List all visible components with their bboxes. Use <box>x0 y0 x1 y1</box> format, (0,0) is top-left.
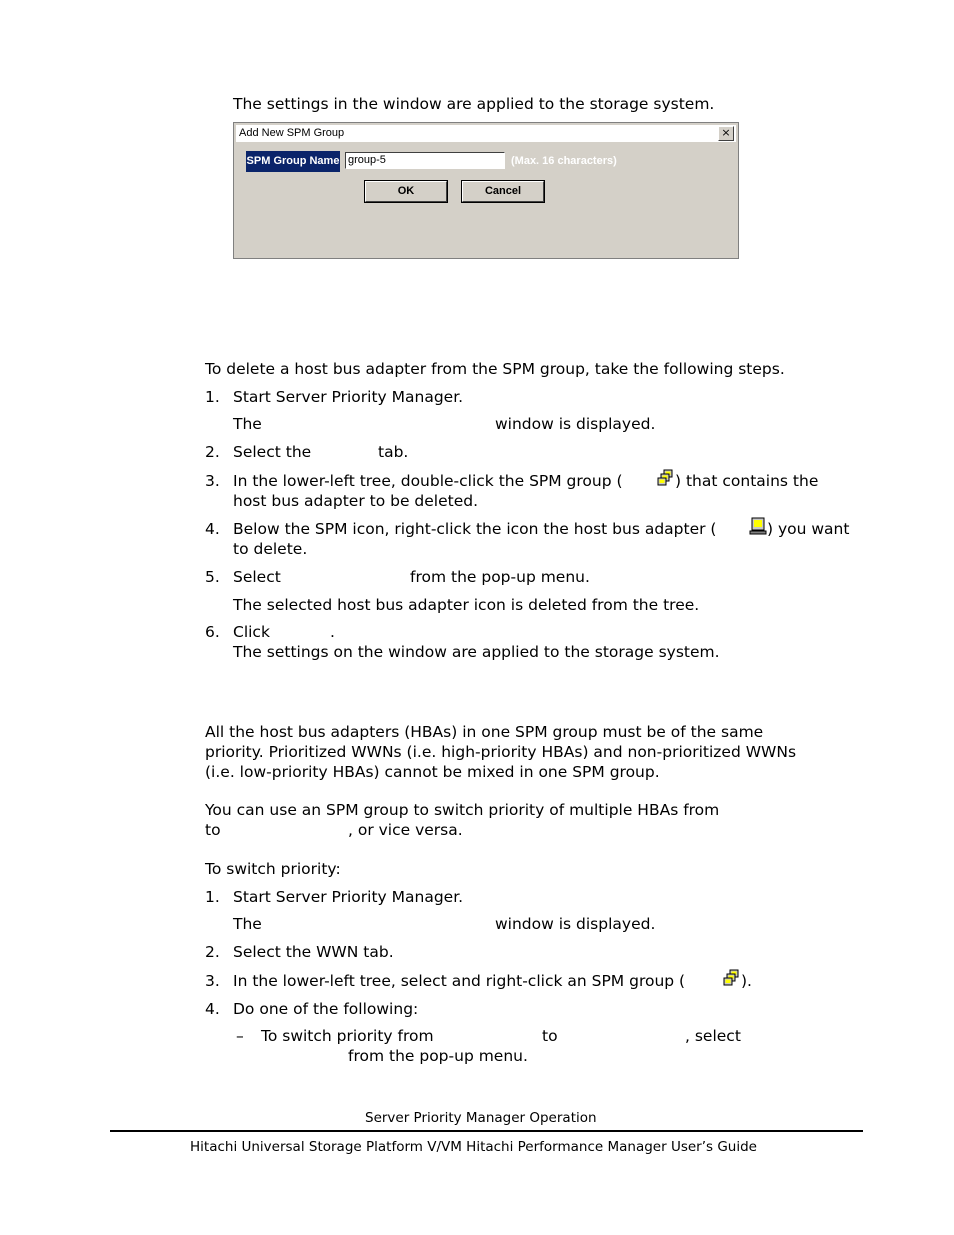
bullet-text: , select <box>685 1027 741 1045</box>
step-number: 2. <box>205 943 220 961</box>
paragraph-line: (i.e. low-priority HBAs) cannot be mixed in one SPM group. <box>205 763 660 781</box>
step-text: window is displayed. <box>495 415 656 433</box>
paragraph-line: All the host bus adapters (HBAs) in one SPM group must be of the same <box>205 723 764 741</box>
step-text: Start Server Priority Manager. <box>233 388 464 406</box>
step-text: The settings on the window are applied to the storage system. <box>233 643 720 661</box>
intro-line: The settings in the window are applied to the storage system. <box>233 95 715 113</box>
spm-group-name-label: SPM Group Name <box>246 151 340 172</box>
spm-group-name-input[interactable]: group-5 <box>345 152 505 169</box>
step-number: 4. <box>205 1000 220 1018</box>
dialog-title-bar <box>236 125 736 142</box>
step-text: Select the WWN tab. <box>233 943 394 961</box>
switch-intro: To switch priority: <box>205 860 341 878</box>
footer-guide-title: Hitachi Universal Storage Platform V/VM Hitachi Performance Manager User’s Guide <box>190 1139 757 1155</box>
ok-button[interactable]: OK <box>365 181 447 202</box>
step-text: Select the <box>233 443 312 461</box>
step-text: In the lower-left tree, select and right-click an SPM group ( <box>233 972 686 990</box>
delete-intro: To delete a host bus adapter from the SPM group, take the following steps. <box>205 360 785 378</box>
step-text: In the lower-left tree, double-click the SPM group ( <box>233 472 623 490</box>
step-text: Do one of the following: <box>233 1000 419 1018</box>
step-number: 2. <box>205 443 220 461</box>
step-number: 4. <box>205 520 220 538</box>
max-characters-hint: (Max. 16 characters) <box>511 155 617 167</box>
step-text: ). <box>741 972 752 990</box>
bullet-text: to <box>542 1027 558 1045</box>
step-text: Below the SPM icon, right-click the icon the host bus adapter ( <box>233 520 717 538</box>
footer-divider <box>110 1130 863 1132</box>
footer-section-title: Server Priority Manager Operation <box>365 1110 597 1126</box>
paragraph-line: , or vice versa. <box>348 821 463 839</box>
step-text: ) that contains the <box>675 472 819 490</box>
step-number: 6. <box>205 623 220 641</box>
add-spm-group-dialog <box>233 122 739 259</box>
step-text: Start Server Priority Manager. <box>233 888 464 906</box>
step-text: tab. <box>378 443 409 461</box>
step-text: from the pop-up menu. <box>410 568 590 586</box>
cancel-button[interactable]: Cancel <box>462 181 544 202</box>
step-text: ) you want <box>767 520 850 538</box>
paragraph-line: You can use an SPM group to switch priority of multiple HBAs from <box>205 801 720 819</box>
host-bus-adapter-icon <box>749 517 767 535</box>
step-text: Select <box>233 568 281 586</box>
spm-group-icon <box>723 969 741 987</box>
dialog-title: Add New SPM Group <box>239 127 345 139</box>
step-number: 1. <box>205 388 220 406</box>
bullet-text: To switch priority from <box>261 1027 434 1045</box>
close-icon[interactable]: × <box>718 126 734 141</box>
step-number: 3. <box>205 472 220 490</box>
step-number: 1. <box>205 888 220 906</box>
bullet-text: from the pop-up menu. <box>348 1047 528 1065</box>
step-text: Click <box>233 623 270 641</box>
paragraph-line: priority. Prioritized WWNs (i.e. high-priority HBAs) and non-prioritized WWNs <box>205 743 797 761</box>
step-text: The selected host bus adapter icon is deleted from the tree. <box>233 596 700 614</box>
paragraph-line: to <box>205 821 221 839</box>
step-text: host bus adapter to be deleted. <box>233 492 479 510</box>
step-text: . <box>330 623 335 641</box>
step-text: The <box>233 915 262 933</box>
step-number: 5. <box>205 568 220 586</box>
bullet-dash: – <box>236 1027 244 1045</box>
step-number: 3. <box>205 972 220 990</box>
step-text: to delete. <box>233 540 308 558</box>
step-text: window is displayed. <box>495 915 656 933</box>
spm-group-icon <box>657 469 675 487</box>
step-text: The <box>233 415 262 433</box>
